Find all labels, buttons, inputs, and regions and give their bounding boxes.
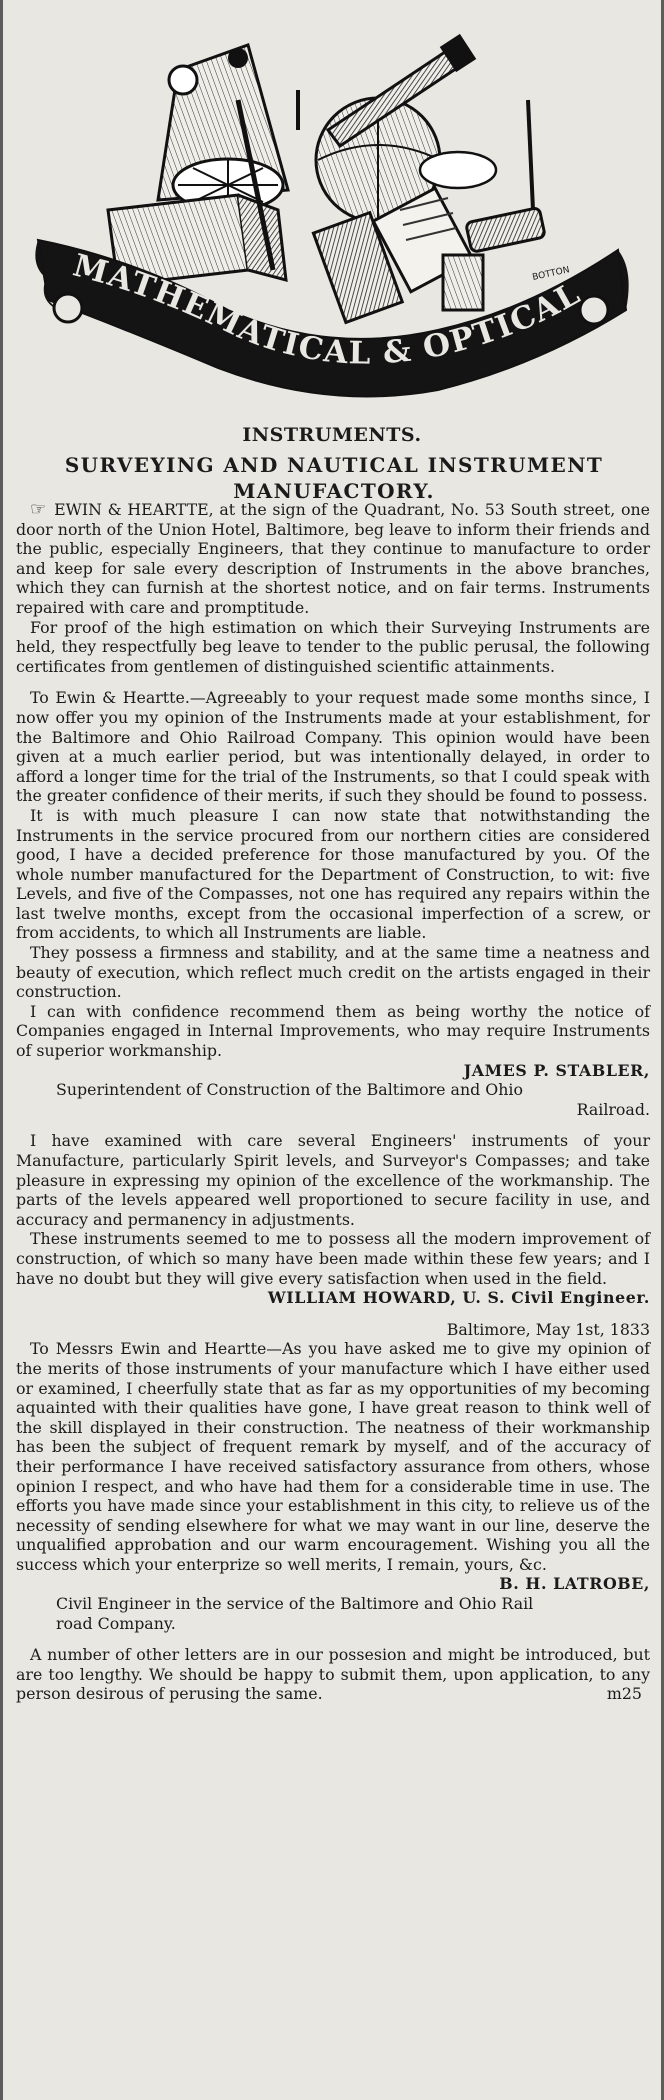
letter3-signer: B. H. LATROBE, bbox=[499, 1574, 650, 1594]
banner-ampersand: & bbox=[381, 332, 415, 372]
intro-paragraph bbox=[16, 500, 650, 618]
banner-text-optical: OPTICAL bbox=[419, 275, 587, 367]
instruments-engraving bbox=[28, 10, 636, 420]
letter1-p2: It is with much pleasure I can now state that notwithstanding the Instruments in the service procured from our northern cities are considered good, I have a decided preference for those manufactured by you. Of the whole number manufactured for the Department of Construction, to wit: five Levels, and five of the Compasses, not one has required any repairs within the last twelve months, except from the occasional imperfection of a screw, or from accidents, to which all Instruments are liable. bbox=[16, 805, 650, 943]
letter1-p1: To Ewin & Heartte.—Agreeably to your request made some months since, I now offer you my opinion of the Instruments made at your establishment, for the Baltimore and Ohio Railroad Company. This opinion would have been given at a much earlier period, but was intentionally delayed, in order to afford a longer time for the trial of the Instruments, so that I could speak with the greater confidence of their merits, if such they should be found to possess. bbox=[16, 688, 650, 806]
advertisement-body bbox=[16, 500, 650, 1704]
letter3-title2: road Company. bbox=[56, 1613, 176, 1633]
letter1-signer: JAMES P. STABLER, bbox=[463, 1060, 650, 1080]
left-column-rule bbox=[0, 0, 3, 2100]
letter3-date: Baltimore, May 1st, 1833 bbox=[446, 1319, 650, 1339]
intro-text: EWIN & HEARTTE, at the sign of the Quadrant, No. 53 South street, one door north of the Union Hotel, Baltimore, beg leave to inform their friends and the public, especially Engineers, that they continue to manufacture to order and keep for sale every description of Instruments in the above branches, which they can furnish at the shortest notice, and on fair terms. Instruments repaired with care and promptitude. bbox=[16, 500, 650, 617]
letter1-title1: Superintendent of Construction of the Baltimore and Ohio bbox=[56, 1080, 523, 1100]
closing-paragraph bbox=[16, 1645, 650, 1704]
letter2-signer: WILLIAM HOWARD, U. S. Civil Engineer. bbox=[267, 1288, 650, 1308]
letter1-title2: Railroad. bbox=[576, 1099, 650, 1119]
banner-text-mathematical: MATHEMATICAL bbox=[69, 247, 373, 372]
level-icon bbox=[443, 207, 545, 310]
letter2-p1: I have examined with care several Engineers' instruments of your Manufacture, particularly Spirit levels, and Surveyor's Compasses; and take pleasure in expressing my opinion of the excellence of the workmanship. The parts of the levels appeared well proportioned to secure facility in use, and accuracy and permanency in adjustments. bbox=[16, 1131, 650, 1229]
pointing-hand-icon: ☞ bbox=[30, 499, 47, 520]
letter3-p1: To Messrs Ewin and Heartte—As you have asked me to give my opinion of the merits of those instruments of your manufacture which I have either used or examined, I cheerfully state that as far as my opportunities of my becoming aquainted with their qualities have gone, I have great reason to think well of the skill displayed in their construction. The neatness of their workmanship has been the subject of frequent remark by myself, and of the accuracy of their performance I have received satisfactory assurance from others, whose opinion I respect, and who have had them for a considerable time in use. The efforts you have made since your establishment in this city, to relieve us of the necessity of sending elsewhere for what we may want in our line, deserve the unqualified approbation and our warm encouragement. Wishing you all the success which your enterprize so well merits, I remain, yours, &c. bbox=[16, 1339, 650, 1574]
letter2-p2: These instruments seemed to me to possess all the modern improvement of construction, of which so many have been made within these few years; and I have no doubt but they will give every satisfaction when used in the field. bbox=[16, 1229, 650, 1288]
letter1-p3: They possess a firmness and stability, and at the same time a neatness and beauty of execution, which reflect much credit on the artists engaged in their construction. bbox=[16, 943, 650, 1002]
letter3-title1: Civil Engineer in the service of the Baltimore and Ohio Rail bbox=[56, 1594, 534, 1614]
heading-surveying bbox=[14, 452, 654, 504]
engraver-mark: BOTTON bbox=[531, 265, 571, 283]
heading-surveying-line1: SURVEYING AND NAUTICAL INSTRUMENT bbox=[64, 453, 604, 477]
proof-paragraph: For proof of the high estimation on which their Surveying Instruments are held, they respectfully beg leave to tender to the public perusal, the following certificates from gentlemen of distinguished scientific attainments. bbox=[16, 617, 650, 676]
letter1-p4: I can with confidence recommend them as being worthy the notice of Companies engaged in Internal Improvements, who may require Instruments of superior workmanship. bbox=[16, 1001, 650, 1061]
closing-text: A number of other letters are in our possesion and might be introduced, but are too lengthy. We should be happy to submit them, upon application, to any person desirous of perusing the same. bbox=[16, 1645, 650, 1704]
ad-reference-code: m25 bbox=[606, 1684, 642, 1704]
heading-instruments: INSTRUMENTS. bbox=[242, 424, 422, 446]
heading-surveying-line2: MANUFACTORY. bbox=[233, 479, 435, 503]
